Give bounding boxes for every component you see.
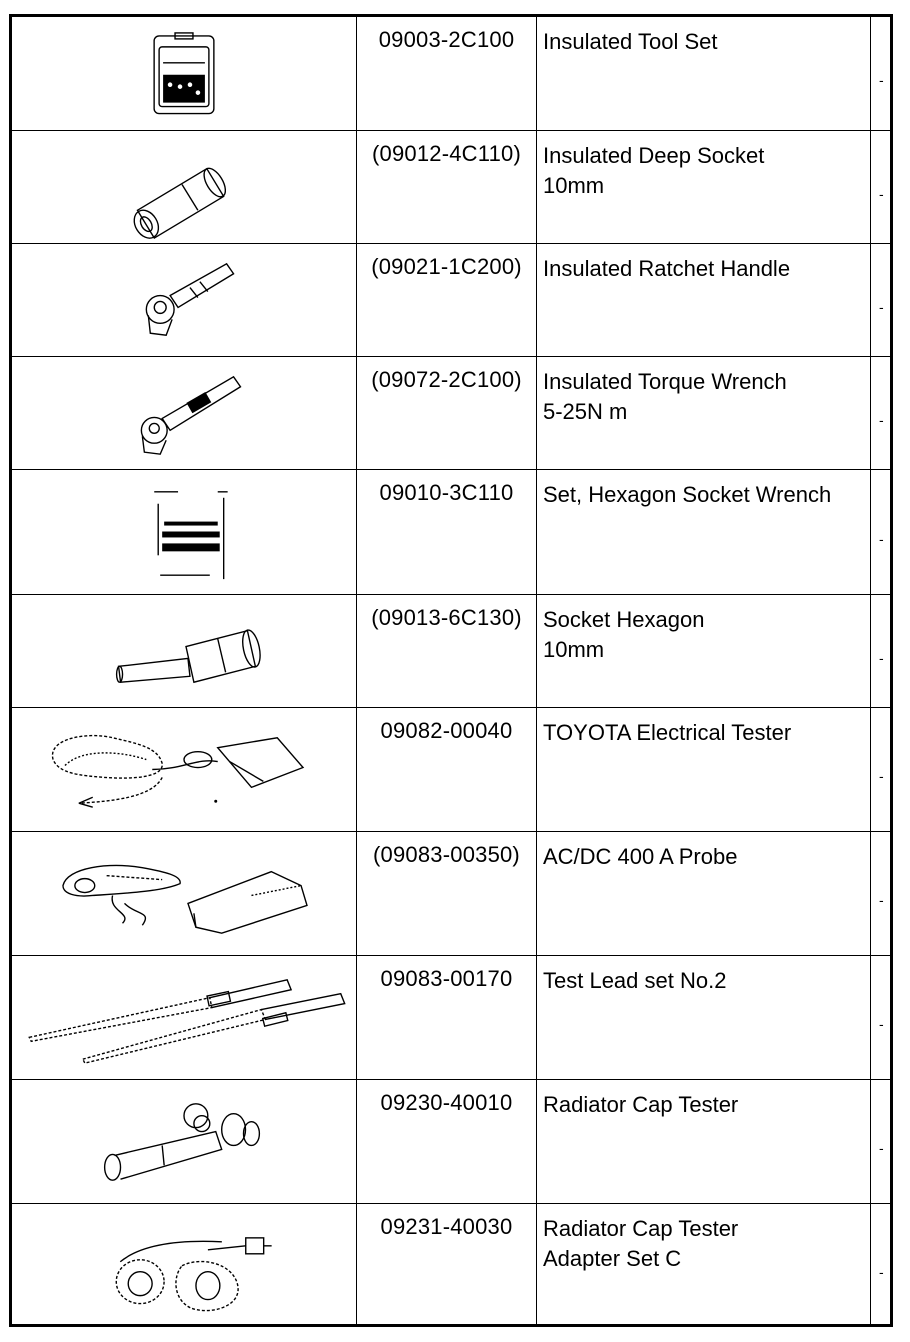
hexagon-socket-set-icon [12,470,356,594]
illustration-cell [12,469,357,594]
illustration-cell [12,130,357,243]
part-number: 09231-40030 [357,1203,537,1327]
tool-name: Socket Hexagon 10mm [537,594,871,707]
part-number: 09230-40010 [357,1079,537,1203]
tail-cell [871,831,891,955]
tail-mark: - [879,649,884,666]
ratchet-handle-icon [12,244,356,356]
deep-socket-icon [12,131,356,243]
tail-cell [871,469,891,594]
part-number: (09072-2C100) [357,356,537,469]
table-row [12,594,890,707]
illustration-cell [12,831,357,955]
part-number: (09012-4C110) [357,130,537,243]
table-row [12,130,890,243]
tool-name: TOYOTA Electrical Tester [537,707,871,831]
tail-cell [871,1079,891,1203]
illustration-cell [12,1079,357,1203]
table-row [12,831,890,955]
test-leads-icon [12,956,356,1079]
tool-name: AC/DC 400 A Probe [537,831,871,955]
illustration-cell [12,243,357,356]
tail-mark: - [879,530,884,547]
table-row [12,707,890,831]
tail-cell [871,955,891,1079]
tail-mark: - [879,1264,884,1281]
tail-mark: - [879,1140,884,1156]
tail-mark: - [879,892,884,908]
cap-tester-adapter-icon [12,1204,356,1328]
part-number: 09083-00170 [357,955,537,1079]
tail-mark: - [879,298,884,315]
part-number: 09010-3C110 [357,469,537,594]
socket-hexagon-icon [12,595,356,707]
tail-cell [871,356,891,469]
illustration-cell [12,356,357,469]
illustration-cell [12,955,357,1079]
tail-mark: - [879,1016,884,1032]
part-number: (09083-00350) [357,831,537,955]
part-number: 09003-2C100 [357,17,537,130]
table-row [12,1079,890,1203]
tail-cell [871,243,891,356]
tail-cell [871,594,891,707]
table-row [12,243,890,356]
table-row [12,469,890,594]
tail-cell [871,707,891,831]
tool-table-frame [9,14,893,1327]
tail-mark: - [879,185,884,202]
current-probe-icon [12,832,356,955]
tail-cell [871,1203,891,1327]
table-row [12,17,890,130]
illustration-cell [12,1203,357,1327]
illustration-cell [12,707,357,831]
tail-mark: - [879,768,884,784]
tool-name: Insulated Deep Socket 10mm [537,130,871,243]
illustration-cell [12,17,357,130]
tool-case-icon [12,17,356,130]
part-number: 09082-00040 [357,707,537,831]
tool-name: Insulated Torque Wrench 5-25N m [537,356,871,469]
tool-name: Radiator Cap Tester Adapter Set C [537,1203,871,1327]
torque-wrench-icon [12,357,356,469]
tool-name: Insulated Tool Set [537,17,871,130]
part-number: (09013-6C130) [357,594,537,707]
table-row [12,356,890,469]
illustration-cell [12,594,357,707]
tool-name: Set, Hexagon Socket Wrench [537,469,871,594]
tail-cell [871,17,891,130]
table-row [12,1203,890,1327]
tool-name: Radiator Cap Tester [537,1079,871,1203]
part-number: (09021-1C200) [357,243,537,356]
special-tool-table [12,17,890,1327]
tail-mark: - [879,72,884,89]
tool-name: Test Lead set No.2 [537,955,871,1079]
tool-name: Insulated Ratchet Handle [537,243,871,356]
tail-mark: - [879,411,884,428]
tail-cell [871,130,891,243]
radiator-cap-tester-icon [12,1080,356,1203]
electrical-tester-icon [12,708,356,831]
table-row [12,955,890,1079]
